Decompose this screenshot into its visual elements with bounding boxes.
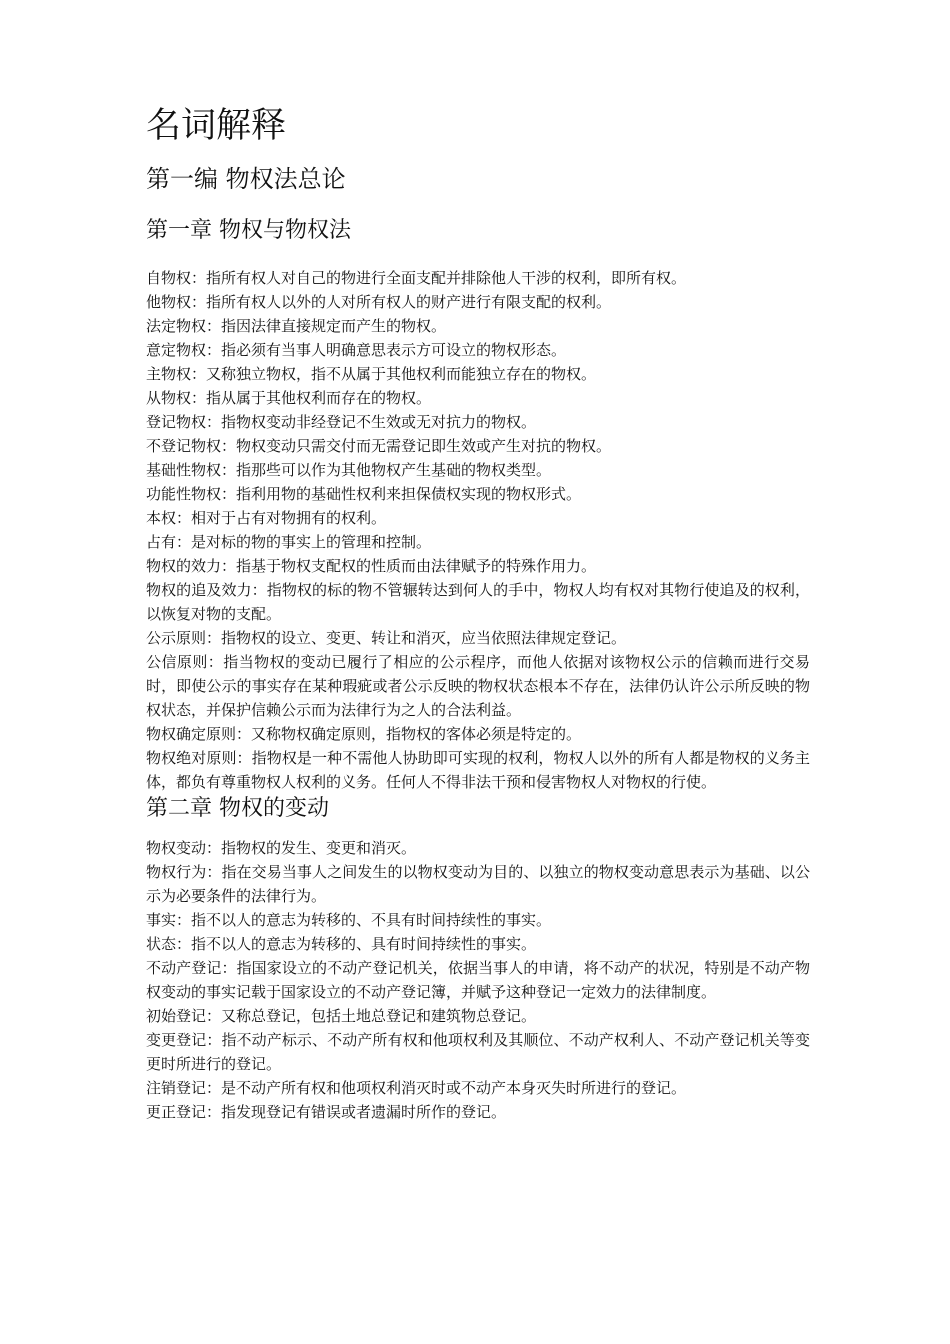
chapter-2-heading: 第二章 物权的变动: [146, 796, 329, 821]
term-entry: 物权绝对原则：指物权是一种不需他人协助即可实现的权利，物权人以外的所有人都是物权的义务主体，都负有尊重物权人权利的义务。任何人不得非法干预和侵害物权人对物权的行使。: [146, 749, 810, 791]
term-entry: 初始登记：又称总登记，包括土地总登记和建筑物总登记。: [146, 1007, 537, 1025]
term-entry: 状态：指不以人的意志为转移的、具有时间持续性的事实。: [146, 935, 537, 953]
term-entry: 本权：相对于占有对物拥有的权利。: [146, 509, 387, 527]
chapter-1-entries: [146, 266, 810, 794]
term-entry: 法定物权：指因法律直接规定而产生的物权。: [146, 317, 447, 335]
term-entry: 物权的追及效力：指物权的标的物不管辗转达到何人的手中，物权人均有权对其物行使追及的权利，以恢复对物的支配。: [146, 581, 810, 623]
term-entry: 物权的效力：指基于物权支配权的性质而由法律赋予的特殊作用力。: [146, 557, 597, 575]
document-title: 名词解释: [146, 106, 287, 146]
term-entry: 从物权：指从属于其他权利而存在的物权。: [146, 389, 432, 407]
term-entry: 不动产登记：指国家设立的不动产登记机关，依据当事人的申请，将不动产的状况，特别是不动产物权变动的事实记载于国家设立的不动产登记簿，并赋予这种登记一定效力的法律制度。: [146, 959, 810, 1001]
chapter-2-entries: [146, 836, 810, 1124]
term-entry: 登记物权：指物权变动非经登记不生效或无对抗力的物权。: [146, 413, 537, 431]
term-entry: 更正登记：指发现登记有错误或者遗漏时所作的登记。: [146, 1103, 507, 1121]
document-page: [146, 100, 810, 1124]
term-entry: 他物权：指所有权人以外的人对所有权人的财产进行有限支配的权利。: [146, 293, 612, 311]
term-entry: 事实：指不以人的意志为转移的、不具有时间持续性的事实。: [146, 911, 552, 929]
term-entry: 占有：是对标的物的事实上的管理和控制。: [146, 533, 432, 551]
term-entry: 功能性物权：指利用物的基础性权利来担保债权实现的物权形式。: [146, 485, 582, 503]
chapter-1-heading: 第一章 物权与物权法: [146, 218, 351, 243]
term-entry: 物权变动：指物权的发生、变更和消灭。: [146, 839, 417, 857]
term-entry: 不登记物权：物权变动只需交付而无需登记即生效或产生对抗的物权。: [146, 437, 612, 455]
term-entry: 注销登记：是不动产所有权和他项权利消灭时或不动产本身灭失时所进行的登记。: [146, 1079, 687, 1097]
term-entry: 变更登记：指不动产标示、不动产所有权和他项权利及其顺位、不动产权利人、不动产登记机关等变更时所进行的登记。: [146, 1031, 810, 1073]
term-entry: 意定物权：指必须有当事人明确意思表示方可设立的物权形态。: [146, 341, 567, 359]
term-entry: 自物权：指所有权人对自己的物进行全面支配并排除他人干涉的权利，即所有权。: [146, 269, 687, 287]
term-entry: 公示原则：指物权的设立、变更、转让和消灭，应当依照法律规定登记。: [146, 629, 627, 647]
part-heading: 第一编 物权法总论: [146, 165, 346, 193]
term-entry: 主物权：又称独立物权，指不从属于其他权利而能独立存在的物权。: [146, 365, 597, 383]
term-entry: 基础性物权：指那些可以作为其他物权产生基础的物权类型。: [146, 461, 552, 479]
term-entry: 物权行为：指在交易当事人之间发生的以物权变动为目的、以独立的物权变动意思表示为基础、以公示为必要条件的法律行为。: [146, 863, 810, 905]
term-entry: 公信原则：指当物权的变动已履行了相应的公示程序，而他人依据对该物权公示的信赖而进行交易时，即使公示的事实存在某种瑕疵或者公示反映的物权状态根本不存在，法律仍认许公示所反映的物权状态，并保护信赖公示而为法律行为之人的合法利益。: [146, 653, 810, 719]
term-entry: 物权确定原则：又称物权确定原则，指物权的客体必须是特定的。: [146, 725, 582, 743]
